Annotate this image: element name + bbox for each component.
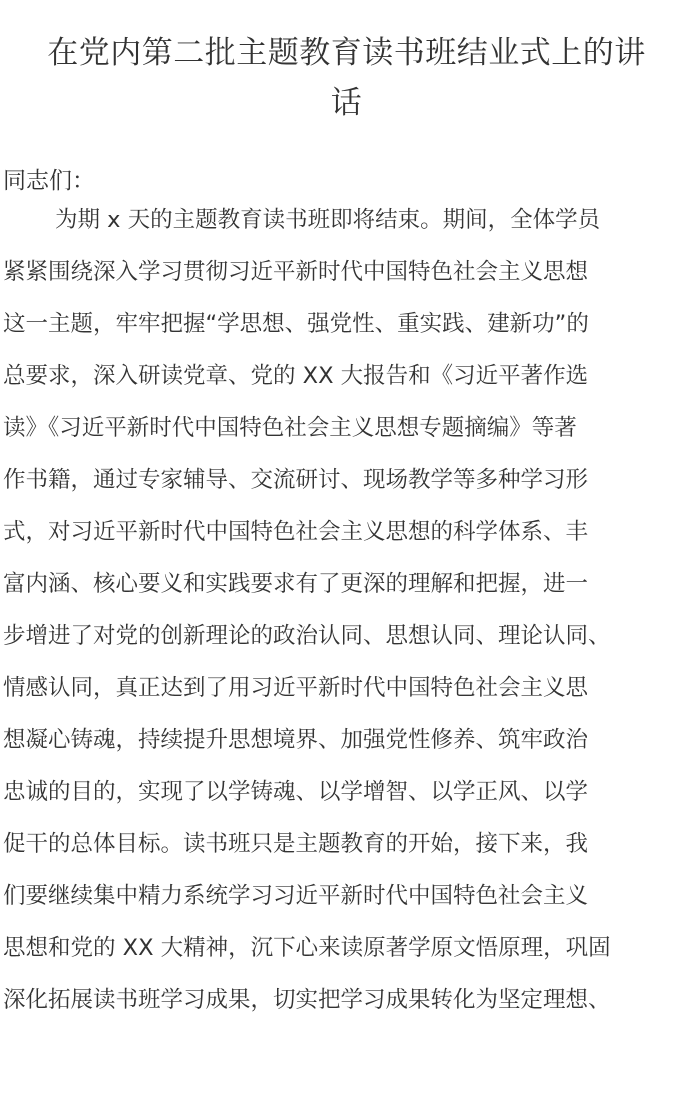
paragraph-line: 这一主题，牢牢把握“学思想、强党性、重实践、建新功”的 xyxy=(3,311,589,337)
paragraph-line: 紧紧围绕深入学习贯彻习近平新时代中国特色社会主义思想 xyxy=(3,259,589,285)
paragraph-line: 步增进了对党的创新理论的政治认同、思想认同、理论认同、 xyxy=(3,623,611,649)
paragraph-line: 富内涵、核心要义和实践要求有了更深的理解和把握，进一 xyxy=(3,571,589,597)
paragraph-line: 式，对习近平新时代中国特色社会主义思想的科学体系、丰 xyxy=(3,519,589,545)
paragraph-line: 思想和党的 XX 大精神，沉下心来读原著学原文悟原理，巩固 xyxy=(3,935,611,961)
paragraph-line xyxy=(3,194,690,246)
body-paragraph xyxy=(0,194,693,1026)
paragraph-line-text: 为期 x 天的主题教育读书班即将结束。期间，全体学员 xyxy=(55,207,601,233)
paragraph-line: 忠诚的目的，实现了以学铸魂、以学增智、以学正风、以学 xyxy=(3,779,589,805)
paragraph-line: 作书籍，通过专家辅导、交流研讨、现场教学等多种学习形 xyxy=(3,467,589,493)
title-line-1: 在党内第二批主题教育读书班结业式上的讲 xyxy=(47,35,646,71)
title-line-2: 话 xyxy=(330,85,363,121)
paragraph-line: 深化拓展读书班学习成果，切实把学习成果转化为坚定理想、 xyxy=(3,987,611,1013)
document-title xyxy=(0,28,693,128)
salutation: 同志们： xyxy=(3,168,95,194)
paragraph-line: 想凝心铸魂，持续提升思想境界、加强党性修养、筑牢政治 xyxy=(3,727,589,753)
paragraph-line: 总要求，深入研读党章、党的 XX 大报告和《习近平著作选 xyxy=(3,363,589,389)
paragraph-line: 情感认同，真正达到了用习近平新时代中国特色社会主义思 xyxy=(3,675,589,701)
paragraph-line: 读》《习近平新时代中国特色社会主义思想专题摘编》等著 xyxy=(3,415,577,441)
paragraph-line: 们要继续集中精力系统学习习近平新时代中国特色社会主义 xyxy=(3,883,589,909)
paragraph-line: 促干的总体目标。读书班只是主题教育的开始，接下来，我 xyxy=(3,831,589,857)
